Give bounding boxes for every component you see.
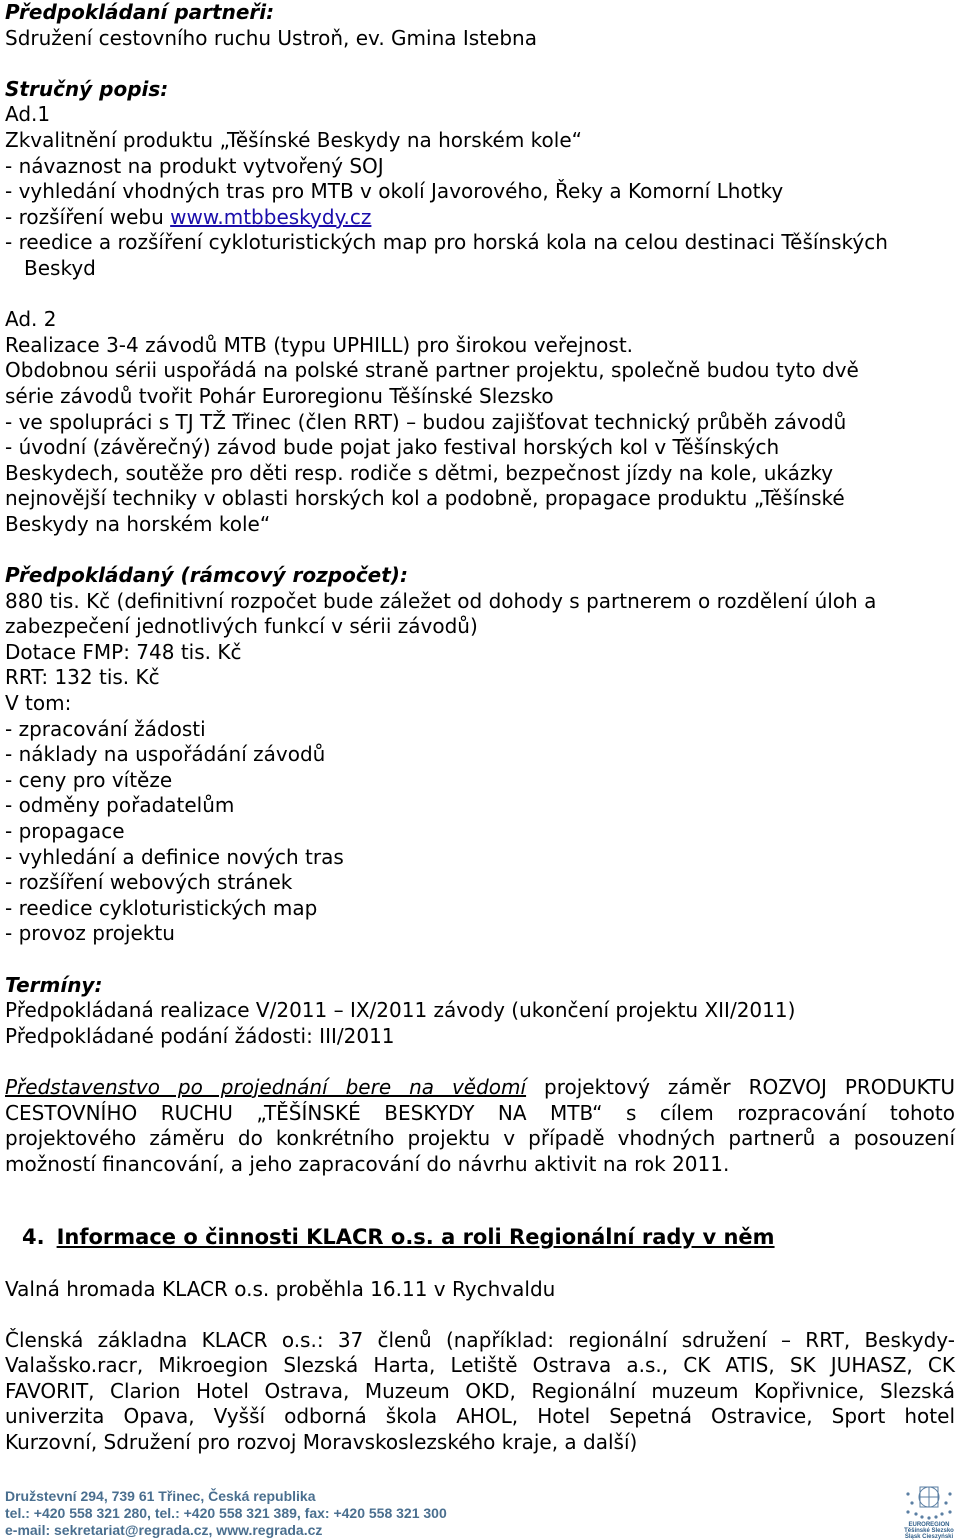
budget-item: - propagace <box>5 819 125 843</box>
ad2-label: Ad. 2 <box>5 307 57 332</box>
footer-address: Družstevní 294, 739 61 Třinec, Česká republika <box>5 1488 316 1504</box>
web-prefix: - rozšíření webu <box>5 204 171 229</box>
reedice-line-cont: Beskyd <box>24 255 96 280</box>
budget-item: - náklady na uspořádání závodů <box>5 742 326 767</box>
ad2-line: - ve spolupráci s TJ TŽ Třinec (člen RRT) – budou zajišťovat technický průběh závodů <box>5 409 847 434</box>
footer-email: e-mail: sekretariat@regrada.cz, www.regrada.cz <box>5 1522 323 1538</box>
members-line: Kurzovní, Sdružení pro rozvoj Moravskoslezského kraje, a další) <box>5 1430 638 1455</box>
budget-heading: Předpokládaný (rámcový rozpočet): <box>5 563 408 588</box>
footer-phones: tel.: +420 558 321 280, tel.: +420 558 321 389, fax: +420 558 321 300 <box>5 1505 447 1521</box>
budget-line: 880 tis. Kč (definitivní rozpočet bude záležet od dohody s partnerem o rozdělení úloh a <box>5 588 877 613</box>
logo-text: EUROREGION <box>908 1522 950 1528</box>
ad2-line: Beskydy na horském kole“ <box>5 511 271 536</box>
members-line: FAVORIT, Clarion Hotel Ostrava, Muzeum OKD, Regionální muzeum Kopřivnice, Slezská <box>5 1378 955 1403</box>
members-line: Valašsko.racr, Mikroegion Slezská Harta, Letiště Ostrava a.s., CK ATIS, SK JUHASZ, CK <box>5 1353 955 1378</box>
euroregion-emblem-icon <box>900 1484 958 1522</box>
board-line <box>5 1075 955 1101</box>
document-page <box>5 0 955 1456</box>
board-line: projektového záměru do konkrétního projektu v případě vhodných partnerů a posouzení <box>5 1126 955 1151</box>
board-underlined: Představenstvo po projednání bere na vědomí <box>5 1074 527 1099</box>
section-title: Informace o činnosti KLACR o.s. a roli Regionální rady v něm <box>56 1225 775 1250</box>
members-line: Členská základna KLACR o.s.: 37 členů (například: regionální sdružení – RRT, Beskydy- <box>5 1327 955 1352</box>
summary-heading: Stručný popis: <box>5 76 169 101</box>
reedice-line: - reedice a rozšíření cykloturistických map pro horská kola na celou destinaci Těšínských <box>5 230 888 255</box>
members-line: univerzita Opava, Vyšší odborná škola AHOL, Hotel Sepetná Ostravice, Sport hotel <box>5 1404 955 1429</box>
budget-item: - provoz projektu <box>5 921 175 946</box>
mtbbeskydy-link[interactable]: www.mtbbeskydy.cz <box>170 204 372 229</box>
ad1-title: Zkvalitnění produktu „Těšínské Beskydy na horském kole“ <box>5 127 583 152</box>
section-number: 4. <box>22 1225 45 1250</box>
budget-item: - zpracování žádosti <box>5 716 206 741</box>
terms-heading: Termíny: <box>5 972 103 997</box>
ad2-line: série závodů tvořit Pohár Euroregionu Těšínské Slezsko <box>5 383 554 408</box>
ad1-item: - návaznost na produkt vytvořený SOJ <box>5 153 384 178</box>
ad1-label: Ad.1 <box>5 102 51 127</box>
logo-text: Těšínské Slezsko <box>904 1528 954 1534</box>
ad2-line: Beskydech, soutěže pro děti resp. rodiče s dětmi, bezpečnost jízdy na kole, ukázky <box>5 460 834 485</box>
partners-heading: Předpokládaní partneři: <box>5 0 275 24</box>
board-line: možností financování, a jeho zapracování do návrhu aktivit na rok 2011. <box>5 1151 730 1176</box>
board-rest: projektový záměr ROZVOJ PRODUKTU <box>526 1074 955 1099</box>
ad2-line: Obdobnou sérii uspořádá na polské straně partner projektu, společně budou tyto dvě <box>5 358 859 383</box>
page-footer <box>0 1484 960 1540</box>
budget-line: Dotace FMP: 748 tis. Kč <box>5 639 242 664</box>
ad2-line: Realizace 3-4 závodů MTB (typu UPHILL) pro širokou veřejnost. <box>5 332 634 357</box>
euroregion-logo <box>900 1484 958 1540</box>
ad1-item: - vyhledání vhodných tras pro MTB v okolí Javorového, Řeky a Komorní Lhotky <box>5 179 784 204</box>
budget-item: - ceny pro vítěze <box>5 767 173 792</box>
web-line <box>5 205 955 231</box>
partners-text: Sdružení cestovního ruchu Ustroň, ev. Gmina Istebna <box>5 25 537 50</box>
budget-line: zabezpečení jednotlivých funkcí v sérii závodů) <box>5 614 478 639</box>
ad2-line: nejnovější techniky v oblasti horských kol a podobně, propagace produktu „Těšínské <box>5 486 845 511</box>
footer-contact <box>5 1488 447 1539</box>
terms-line: Předpokládaná realizace V/2011 – IX/2011 závody (ukončení projektu XII/2011) <box>5 998 796 1023</box>
board-line: CESTOVNÍHO RUCHU „TĚŠÍNSKÉ BESKYDY NA MTB“ s cílem rozpracování tohoto <box>5 1100 955 1125</box>
budget-item: - reedice cykloturistických map <box>5 895 318 920</box>
terms-line: Předpokládané podání žádosti: III/2011 <box>5 1023 395 1048</box>
logo-text: Śląsk Cieszyński <box>904 1534 954 1540</box>
budget-line: RRT: 132 tis. Kč <box>5 665 160 690</box>
budget-item: - vyhledání a definice nových tras <box>5 844 344 869</box>
budget-item: - odměny pořadatelům <box>5 793 235 818</box>
budget-item: - rozšíření webových stránek <box>5 870 293 895</box>
section-4-heading <box>22 1225 955 1251</box>
budget-line: V tom: <box>5 691 72 716</box>
ad2-line: - úvodní (závěrečný) závod bude pojat jako festival horských kol v Těšínských <box>5 435 780 460</box>
assembly-text: Valná hromada KLACR o.s. proběhla 16.11 v Rychvaldu <box>5 1276 556 1301</box>
logo-caption <box>900 1522 958 1540</box>
